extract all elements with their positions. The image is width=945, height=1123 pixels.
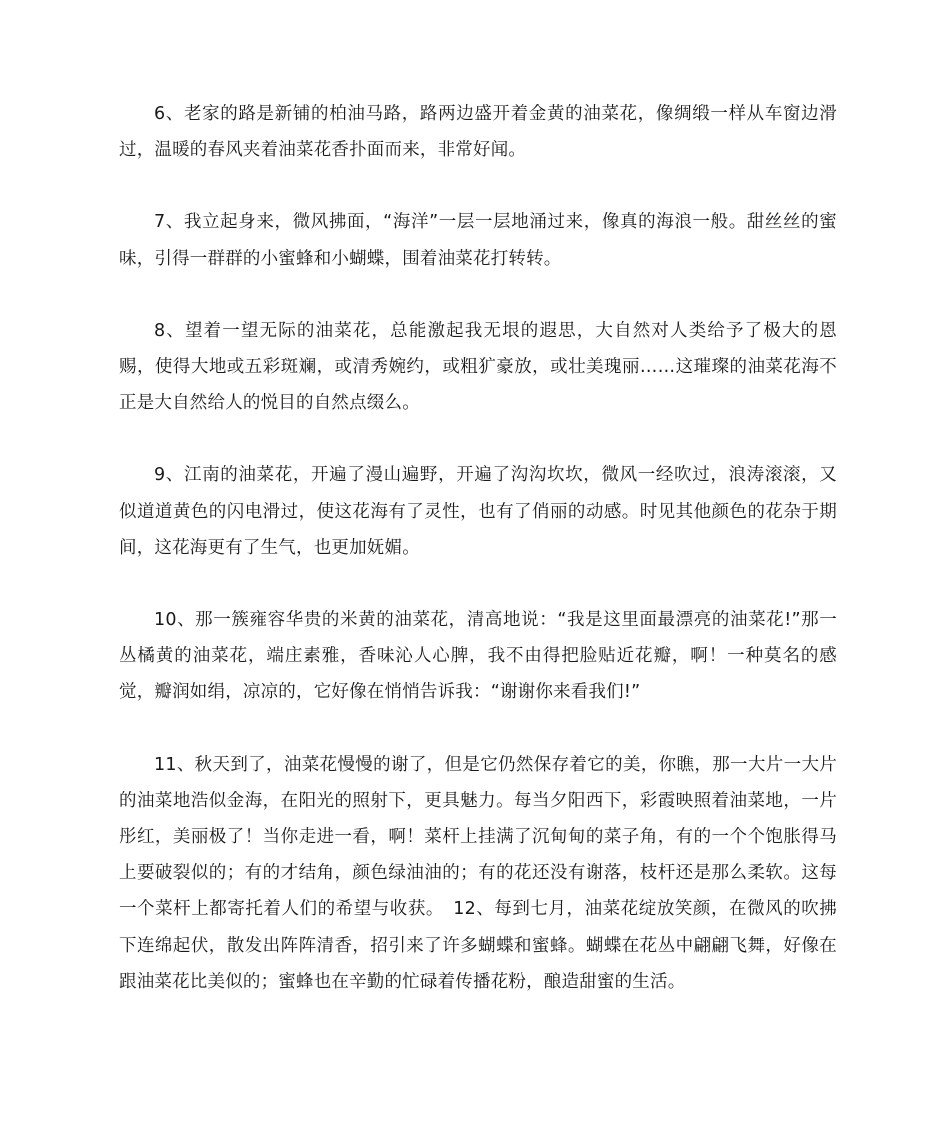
paragraph-10: 10、那一簇雍容华贵的米黄的油菜花，清高地说：“我是这里面最漂亮的油菜花!”那一丛橘黄的油菜花，端庄素雅，香味沁人心脾，我不由得把脸贴近花瓣，啊！一种莫名的感觉，瓣润如绢，凉凉的，它好像在悄悄告诉我：“谢谢你来看我们!”	[119, 610, 837, 703]
paragraph-8: 8、望着一望无际的油菜花，总能激起我无垠的遐思，大自然对人类给予了极大的恩赐，使得大地或五彩斑斓，或清秀婉约，或粗犷豪放，或壮美瑰丽……这璀璨的油菜花海不正是大自然给人的悦目的自然点缀么。	[119, 320, 837, 414]
document-body	[119, 96, 837, 1000]
paragraph-11-12: 11、秋天到了，油菜花慢慢的谢了，但是它仍然保存着它的美，你瞧，那一大片一大片的油菜地浩似金海，在阳光的照射下，更具魅力。每当夕阳西下，彩霞映照着油菜地，一片彤红，美丽极了！当你走进一看，啊！菜杆上挂满了沉甸甸的菜子角，有的一个个饱胀得马上要破裂似的；有的才结角，颜色绿油油的；有的花还没有谢落，枝杆还是那么柔软。这每一个菜杆上都寄托着人们的希望与收获。 12、每到七月，油菜花绽放笑颜，在微风的吹拂下连绵起伏，散发出阵阵清香，招引来了许多蝴蝶和蜜蜂。蝴蝶在花丛中翩翩飞舞，好像在跟油菜花比美似的；蜜蜂也在辛勤的忙碌着传播花粉，酿造甜蜜的生活。	[119, 754, 837, 992]
paragraph-9: 9、江南的油菜花，开遍了漫山遍野，开遍了沟沟坎坎，微风一经吹过，浪涛滚滚，又似道道黄色的闪电滑过，使这花海有了灵性，也有了俏丽的动感。时见其他颜色的花杂于期间，这花海更有了生气，也更加妩媚。	[119, 465, 837, 558]
paragraph-6: 6、老家的路是新铺的柏油马路，路两边盛开着金黄的油菜花，像绸缎一样从车窗边滑过，温暖的春风夹着油菜花香扑面而来，非常好闻。	[119, 104, 837, 161]
paragraph-7: 7、我立起身来，微风拂面，“海洋”一层一层地涌过来，像真的海浪一般。甜丝丝的蜜味，引得一群群的小蜜蜂和小蝴蝶，围着油菜花打转转。	[119, 212, 837, 269]
